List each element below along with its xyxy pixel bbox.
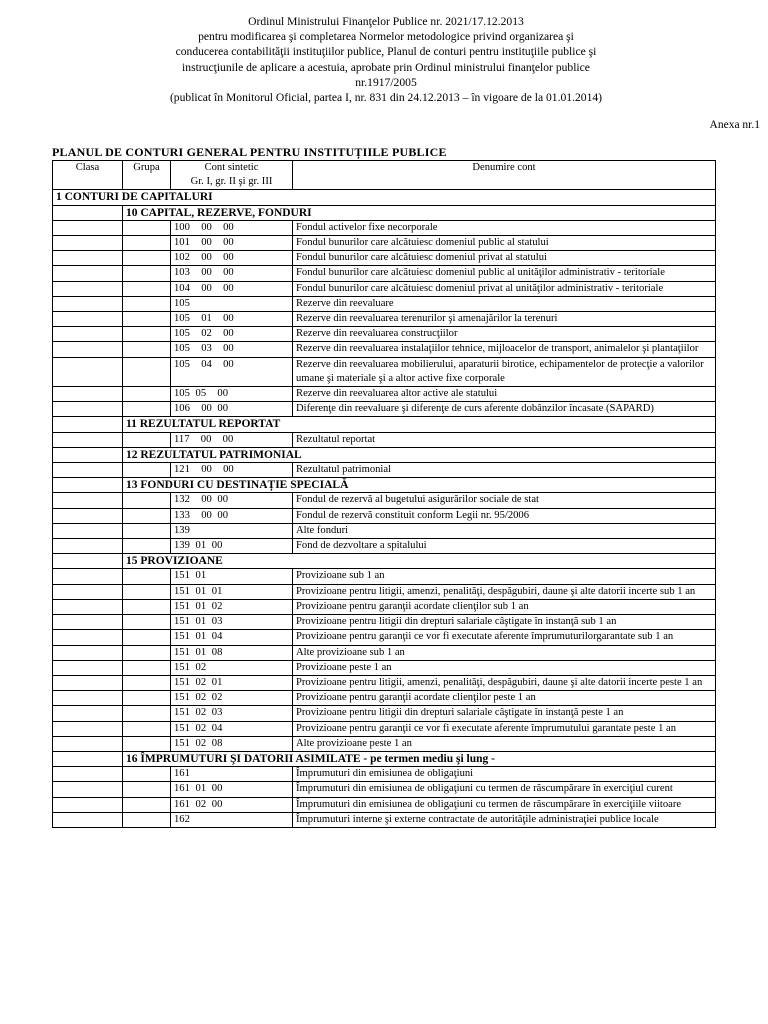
account-code: 151 01 08 <box>171 645 293 660</box>
account-name: Rezerve din reevaluarea mobilierului, aparaturii birotice, echipamentelor de protecţie a valorilor umane şi materiale şi a altor active fixe corporale <box>293 357 716 386</box>
account-row <box>53 342 716 357</box>
account-code: 105 03 00 <box>171 342 293 357</box>
empty-cell <box>123 296 171 311</box>
account-code: 161 02 00 <box>171 797 293 812</box>
account-code: 101 00 00 <box>171 236 293 251</box>
empty-cell <box>53 478 123 493</box>
empty-cell <box>53 508 123 523</box>
account-name: Rezultatul patrimonial <box>293 463 716 478</box>
empty-cell <box>53 584 123 599</box>
account-name: Provizioane pentru garanţii acordate clienţilor peste 1 an <box>293 691 716 706</box>
account-name: Rezerve din reevaluarea terenurilor şi amenajărilor la terenuri <box>293 312 716 327</box>
header-line: nr.1917/2005 <box>355 75 417 89</box>
empty-cell <box>53 387 123 402</box>
account-code: 151 02 08 <box>171 736 293 751</box>
empty-cell <box>123 251 171 266</box>
empty-cell <box>53 432 123 447</box>
account-row <box>53 767 716 782</box>
empty-cell <box>53 736 123 751</box>
account-row <box>53 630 716 645</box>
account-name: Împrumuturi din emisiunea de obligaţiuni cu termen de răscumpărare în exerciţiile viitoare <box>293 797 716 812</box>
account-row <box>53 523 716 538</box>
empty-cell <box>53 463 123 478</box>
account-row <box>53 312 716 327</box>
empty-cell <box>53 782 123 797</box>
table-header-row <box>53 161 716 190</box>
account-row <box>53 706 716 721</box>
account-code: 151 02 <box>171 660 293 675</box>
empty-cell <box>53 523 123 538</box>
empty-cell <box>123 584 171 599</box>
account-name: Alte provizioane sub 1 an <box>293 645 716 660</box>
empty-cell <box>123 569 171 584</box>
account-code: 132 00 00 <box>171 493 293 508</box>
account-code: 151 02 02 <box>171 691 293 706</box>
column-header-grupa: Grupa <box>123 161 171 190</box>
empty-cell <box>123 508 171 523</box>
column-header-clasa: Clasa <box>53 161 123 190</box>
account-name: Rezerve din reevaluarea altor active ale statului <box>293 387 716 402</box>
account-row <box>53 357 716 386</box>
account-code: 151 01 01 <box>171 584 293 599</box>
account-row <box>53 251 716 266</box>
header-line: Ordinul Ministrului Finanţelor Publice nr. 2021/17.12.2013 <box>248 15 524 28</box>
empty-cell <box>123 220 171 235</box>
account-code: 151 01 <box>171 569 293 584</box>
header-line: (publicat în Monitorul Oficial, partea I, nr. 831 din 24.12.2013 – în vigoare de la 01.01.2014) <box>169 91 603 105</box>
empty-cell <box>53 312 123 327</box>
empty-cell <box>123 660 171 675</box>
account-name: Fondul activelor fixe necorporale <box>293 220 716 235</box>
empty-cell <box>53 205 123 220</box>
empty-cell <box>53 751 123 766</box>
group-heading: 13 FONDURI CU DESTINAȚIE SPECIALĂ <box>123 478 716 493</box>
empty-cell <box>123 342 171 357</box>
group-row <box>53 554 716 569</box>
account-row <box>53 539 716 554</box>
group-heading: 16 ÎMPRUMUTURI ŞI DATORII ASIMILATE - pe termen mediu şi lung - <box>123 751 716 766</box>
account-code: 117 00 00 <box>171 432 293 447</box>
empty-cell <box>53 675 123 690</box>
empty-cell <box>53 797 123 812</box>
empty-cell <box>53 417 123 432</box>
empty-cell <box>123 463 171 478</box>
account-name: Fondul de rezervă al bugetului asigurărilor sociale de stat <box>293 493 716 508</box>
empty-cell <box>53 402 123 417</box>
account-row <box>53 266 716 281</box>
account-row <box>53 236 716 251</box>
empty-cell <box>123 736 171 751</box>
account-name: Rezultatul reportat <box>293 432 716 447</box>
empty-cell <box>53 447 123 462</box>
empty-cell <box>53 630 123 645</box>
column-header-denumire: Denumire cont <box>293 161 716 190</box>
empty-cell <box>53 539 123 554</box>
empty-cell <box>53 615 123 630</box>
account-code: 121 00 00 <box>171 463 293 478</box>
account-row <box>53 402 716 417</box>
account-row <box>53 675 716 690</box>
empty-cell <box>53 493 123 508</box>
account-name: Alte provizioane peste 1 an <box>293 736 716 751</box>
empty-cell <box>53 281 123 296</box>
group-heading: 12 REZULTATUL PATRIMONIAL <box>123 447 716 462</box>
account-row <box>53 584 716 599</box>
empty-cell <box>123 615 171 630</box>
account-row <box>53 615 716 630</box>
account-code: 151 02 03 <box>171 706 293 721</box>
page-title: PLANUL DE CONTURI GENERAL PENTRU INSTITUȚIILE PUBLICE <box>52 145 447 159</box>
annex-label: Anexa nr.1 <box>709 119 760 131</box>
account-row <box>53 281 716 296</box>
account-row <box>53 691 716 706</box>
empty-cell <box>53 220 123 235</box>
account-code: 105 <box>171 296 293 311</box>
account-name: Provizioane sub 1 an <box>293 569 716 584</box>
account-row <box>53 782 716 797</box>
account-code: 104 00 00 <box>171 281 293 296</box>
account-name: Diferenţe din reevaluare şi diferenţe de curs aferente dobânzilor încasate (SAPARD) <box>293 402 716 417</box>
empty-cell <box>53 691 123 706</box>
account-name: Fondul bunurilor care alcătuiesc domeniul privat al unităţilor administrativ - teritoriale <box>293 281 716 296</box>
account-row <box>53 387 716 402</box>
account-name: Împrumuturi interne şi externe contractate de autorităţile administraţiei publice locale <box>293 812 716 827</box>
empty-cell <box>53 266 123 281</box>
class-row <box>53 190 716 205</box>
empty-cell <box>53 554 123 569</box>
empty-cell <box>123 236 171 251</box>
account-row <box>53 463 716 478</box>
account-name: Fondul bunurilor care alcătuiesc domeniul public al statului <box>293 236 716 251</box>
account-row <box>53 220 716 235</box>
empty-cell <box>123 523 171 538</box>
group-row <box>53 447 716 462</box>
empty-cell <box>53 569 123 584</box>
group-row <box>53 751 716 766</box>
header-line: instrucţiunile de aplicare a acestuia, aprobate prin Ordinul ministrului finanţelor publice <box>182 60 590 74</box>
group-row <box>53 205 716 220</box>
account-name: Fondul de rezervă constituit conform Legii nr. 95/2006 <box>293 508 716 523</box>
account-name: Rezerve din reevaluare <box>293 296 716 311</box>
header-line: pentru modificarea şi completarea Normelor metodologice privind organizarea şi <box>198 30 574 44</box>
document-header <box>130 14 642 105</box>
empty-cell <box>123 767 171 782</box>
empty-cell <box>123 357 171 386</box>
account-code: 151 01 04 <box>171 630 293 645</box>
account-code: 151 01 02 <box>171 599 293 614</box>
accounts-table <box>52 160 716 828</box>
account-code: 105 02 00 <box>171 327 293 342</box>
account-code: 161 <box>171 767 293 782</box>
class-heading: 1 CONTURI DE CAPITALURI <box>53 190 716 205</box>
empty-cell <box>53 342 123 357</box>
account-row <box>53 599 716 614</box>
account-name: Rezerve din reevaluarea instalaţiilor tehnice, mijloacelor de transport, animalelor şi plantaţiilor <box>293 342 716 357</box>
account-name: Fond de dezvoltare a spitalului <box>293 539 716 554</box>
account-name: Provizioane pentru litigii din drepturi salariale câştigate în instanţă sub 1 an <box>293 615 716 630</box>
group-row <box>53 478 716 493</box>
empty-cell <box>123 782 171 797</box>
account-name: Fondul bunurilor care alcătuiesc domeniul public al unităţilor administrativ - teritoriale <box>293 266 716 281</box>
account-code: 162 <box>171 812 293 827</box>
account-row <box>53 645 716 660</box>
group-row <box>53 417 716 432</box>
empty-cell <box>123 327 171 342</box>
empty-cell <box>123 539 171 554</box>
account-row <box>53 296 716 311</box>
empty-cell <box>53 327 123 342</box>
account-code: 151 02 01 <box>171 675 293 690</box>
account-code: 151 02 04 <box>171 721 293 736</box>
account-code: 133 00 00 <box>171 508 293 523</box>
account-name: Rezerve din reevaluarea construcţiilor <box>293 327 716 342</box>
account-code: 105 01 00 <box>171 312 293 327</box>
account-name: Provizioane pentru garanţii ce vor fi executate aferente împrumuturilorgarantate sub 1 an <box>293 630 716 645</box>
empty-cell <box>53 706 123 721</box>
account-row <box>53 569 716 584</box>
empty-cell <box>123 493 171 508</box>
empty-cell <box>53 236 123 251</box>
empty-cell <box>123 266 171 281</box>
account-row <box>53 797 716 812</box>
account-row <box>53 327 716 342</box>
empty-cell <box>53 721 123 736</box>
account-row <box>53 721 716 736</box>
empty-cell <box>123 387 171 402</box>
empty-cell <box>123 599 171 614</box>
account-name: Provizioane pentru litigii din drepturi salariale câştigate în instanţă peste 1 an <box>293 706 716 721</box>
column-header-cont-line-2: Gr. I, gr. II şi gr. III <box>190 176 273 188</box>
account-code: 105 05 00 <box>171 387 293 402</box>
empty-cell <box>53 251 123 266</box>
empty-cell <box>123 630 171 645</box>
account-name: Împrumuturi din emisiunea de obligaţiuni <box>293 767 716 782</box>
column-header-cont-sintetic <box>171 161 293 190</box>
empty-cell <box>123 721 171 736</box>
empty-cell <box>53 812 123 827</box>
account-name: Fondul bunurilor care alcătuiesc domeniul privat al statului <box>293 251 716 266</box>
empty-cell <box>123 281 171 296</box>
group-heading: 10 CAPITAL, REZERVE, FONDURI <box>123 205 716 220</box>
account-name: Alte fonduri <box>293 523 716 538</box>
header-line: conducerea contabilităţii instituţiilor publice, Planul de conturi pentru instituţiile publice şi <box>175 45 597 59</box>
account-name: Împrumuturi din emisiunea de obligaţiuni cu termen de răscumpărare în exerciţiul curent <box>293 782 716 797</box>
account-code: 100 00 00 <box>171 220 293 235</box>
empty-cell <box>123 402 171 417</box>
empty-cell <box>123 675 171 690</box>
account-row <box>53 493 716 508</box>
empty-cell <box>53 660 123 675</box>
empty-cell <box>53 357 123 386</box>
account-name: Provizioane peste 1 an <box>293 660 716 675</box>
account-code: 139 <box>171 523 293 538</box>
account-row <box>53 660 716 675</box>
empty-cell <box>53 599 123 614</box>
empty-cell <box>123 691 171 706</box>
empty-cell <box>53 645 123 660</box>
account-name: Provizioane pentru litigii, amenzi, penalităţi, despăgubiri, daune şi alte datorii incerte sub 1 an <box>293 584 716 599</box>
group-heading: 15 PROVIZIOANE <box>123 554 716 569</box>
account-row <box>53 432 716 447</box>
account-code: 139 01 00 <box>171 539 293 554</box>
account-row <box>53 508 716 523</box>
account-code: 102 00 00 <box>171 251 293 266</box>
account-code: 105 04 00 <box>171 357 293 386</box>
empty-cell <box>123 706 171 721</box>
account-name: Provizioane pentru garanţii acordate clienţilor sub 1 an <box>293 599 716 614</box>
account-row <box>53 736 716 751</box>
empty-cell <box>123 812 171 827</box>
group-heading: 11 REZULTATUL REPORTAT <box>123 417 716 432</box>
empty-cell <box>123 797 171 812</box>
account-code: 151 01 03 <box>171 615 293 630</box>
account-row <box>53 812 716 827</box>
column-header-cont-line-1: Cont sintetic <box>204 162 259 173</box>
account-code: 161 01 00 <box>171 782 293 797</box>
empty-cell <box>53 296 123 311</box>
empty-cell <box>123 312 171 327</box>
empty-cell <box>123 645 171 660</box>
account-name: Provizioane pentru garanţii ce vor fi executate aferente împrumutului garantate peste 1 an <box>293 721 716 736</box>
empty-cell <box>123 432 171 447</box>
account-code: 106 00 00 <box>171 402 293 417</box>
account-name: Provizioane pentru litigii, amenzi, penalităţi, despăgubiri, daune şi alte datorii incerte peste 1 an <box>293 675 716 690</box>
account-code: 103 00 00 <box>171 266 293 281</box>
empty-cell <box>53 767 123 782</box>
